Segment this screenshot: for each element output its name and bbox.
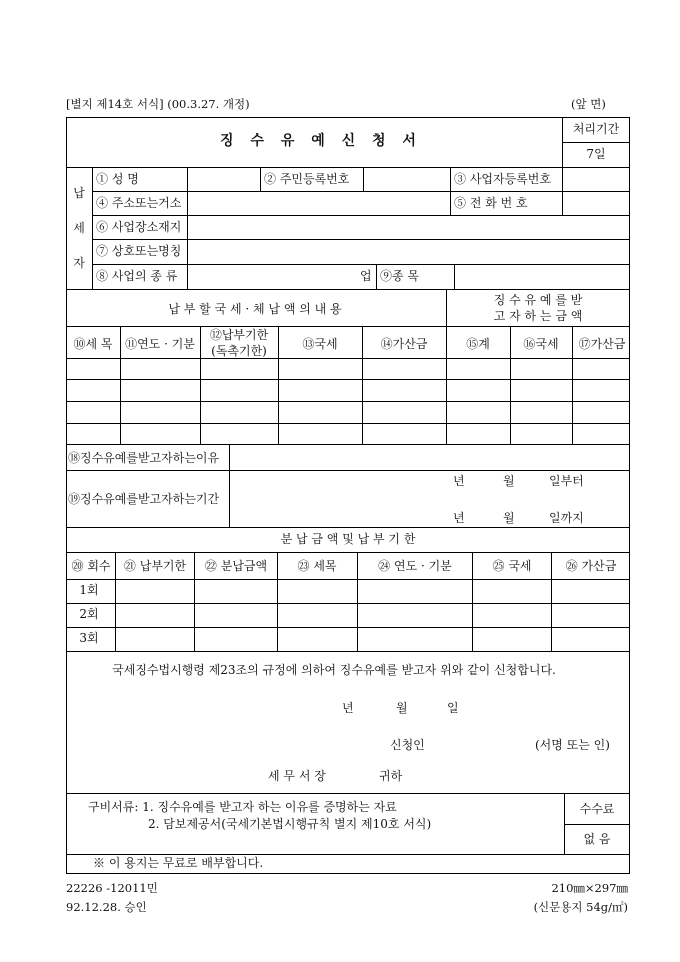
col-deferral-national-tax: ⑯국세 xyxy=(523,337,559,351)
business-type-suffix: 업 xyxy=(360,269,372,283)
installment-rows[interactable] xyxy=(116,580,629,650)
inst-col-count: ⑳ 회수 xyxy=(71,559,111,573)
inst-col-tax-item: ㉓ 세목 xyxy=(297,559,337,573)
phone-label: ⑤ 전 화 번 호 xyxy=(454,196,528,210)
trade-name-label: ⑦ 상호또는명칭 xyxy=(96,244,182,258)
fee-value: 없 음 xyxy=(583,832,611,846)
business-type-field[interactable] xyxy=(188,265,358,288)
form-number: [별지 제14호 서식] (00.3.27. 개정) xyxy=(66,97,250,111)
col-due-date: ⑫납부기한 xyxy=(209,328,269,342)
col-national-tax: ⑬국세 xyxy=(302,337,338,351)
addressee-label: 귀하 xyxy=(379,769,403,783)
period-to-day: 일까지 xyxy=(549,511,584,525)
resident-number-label: ② 주민등록번호 xyxy=(264,172,350,186)
business-number-field[interactable] xyxy=(563,168,629,190)
col-deferral-surcharge: ⑰가산금 xyxy=(578,337,626,351)
form-code: 22226 -12011민 xyxy=(66,881,158,895)
attachments-line-1: 구비서류: 1. 징수유예를 받고자 하는 이유를 증명하는 자료 xyxy=(88,800,397,814)
fee-label: 수수료 xyxy=(579,802,615,816)
declaration-month: 월 xyxy=(396,701,408,715)
inst-col-national-tax: ㉕ 국세 xyxy=(492,559,532,573)
inst-col-amount: ㉒ 분납금액 xyxy=(204,559,268,573)
phone-field[interactable] xyxy=(563,192,629,214)
payment-right-title-2: 고 자 하 는 금 액 xyxy=(493,309,583,323)
address-field[interactable] xyxy=(188,192,449,214)
application-form xyxy=(66,117,630,874)
business-location-field[interactable] xyxy=(188,216,629,238)
payment-right-title-1: 징 수 유 예 를 받 xyxy=(493,293,583,307)
tax-office-label: 세 무 서 장 xyxy=(268,769,326,783)
free-distribution-notice: ※ 이 용지는 무료로 배부합니다. xyxy=(93,856,264,870)
period-to-month: 월 xyxy=(503,511,515,525)
address-label: ④ 주소또는거소 xyxy=(96,196,182,210)
processing-period-label: 처리기간 xyxy=(572,122,620,136)
reason-field[interactable] xyxy=(230,445,629,469)
period-from-year: 년 xyxy=(453,474,465,488)
declaration-statement: 국세징수법시행령 제23조의 규정에 의하여 징수유예를 받고자 위와 같이 신청합니다. xyxy=(112,663,556,677)
col-total: ⑮계 xyxy=(466,337,490,351)
business-location-label: ⑥ 사업장소재지 xyxy=(96,220,182,234)
col-demand-date: (독촉기한) xyxy=(211,344,267,358)
period-from-month: 월 xyxy=(503,474,515,488)
processing-period-value: 7일 xyxy=(586,147,606,161)
payment-rows[interactable] xyxy=(68,359,629,443)
period-to-year: 년 xyxy=(453,511,465,525)
inst-row-3: 3회 xyxy=(79,631,99,645)
item-label: ⑨종 목 xyxy=(380,269,419,283)
inst-col-surcharge: ㉖ 가산금 xyxy=(565,559,617,573)
payment-left-title: 납 부 할 국 세 · 체 납 액 의 내 용 xyxy=(168,302,342,316)
resident-number-field[interactable] xyxy=(364,168,449,190)
declaration-year: 년 xyxy=(342,701,354,715)
form-title: 징 수 유 예 신 청 서 xyxy=(220,133,422,149)
period-field[interactable] xyxy=(230,471,629,526)
taxpayer-label-2: 세 xyxy=(73,221,85,235)
taxpayer-label-1: 납 xyxy=(73,186,85,200)
attachments-line-2: 2. 담보제공서(국세기본법시행규칙 별지 제10호 서식) xyxy=(148,817,432,831)
applicant-label: 신청인 xyxy=(390,738,425,752)
reason-label: ⑱징수유예를받고자하는이유 xyxy=(68,451,220,465)
col-year-period: ⑪연도 · 기분 xyxy=(125,337,195,351)
col-tax-item: ⑩세 목 xyxy=(73,337,113,351)
trade-name-field[interactable] xyxy=(188,240,629,263)
col-surcharge: ⑭가산금 xyxy=(380,337,428,351)
page-side: (앞 면) xyxy=(571,97,606,111)
inst-row-1: 1회 xyxy=(79,583,99,597)
inst-row-2: 2회 xyxy=(79,607,99,621)
name-label: ① 성 명 xyxy=(96,172,139,186)
paper-type: (신문용지 54g/㎡) xyxy=(533,900,628,914)
period-label: ⑲징수유예를받고자하는기간 xyxy=(68,492,220,506)
declaration-day: 일 xyxy=(447,701,459,715)
inst-col-due: ㉑ 납부기한 xyxy=(123,559,187,573)
signature-label[interactable]: (서명 또는 인) xyxy=(535,738,610,752)
approval-date: 92.12.28. 승인 xyxy=(66,900,147,914)
paper-size: 210㎜×297㎜ xyxy=(551,881,628,895)
taxpayer-label-3: 자 xyxy=(73,256,85,270)
item-field[interactable] xyxy=(455,265,629,288)
business-number-label: ③ 사업자등록번호 xyxy=(454,172,551,186)
inst-col-year: ㉔ 연도 · 기분 xyxy=(378,559,452,573)
name-field[interactable] xyxy=(188,168,259,190)
period-from-day: 일부터 xyxy=(549,474,584,488)
installment-title: 분 납 금 액 및 납 부 기 한 xyxy=(280,532,416,546)
business-type-label: ⑧ 사업의 종 류 xyxy=(96,269,178,283)
